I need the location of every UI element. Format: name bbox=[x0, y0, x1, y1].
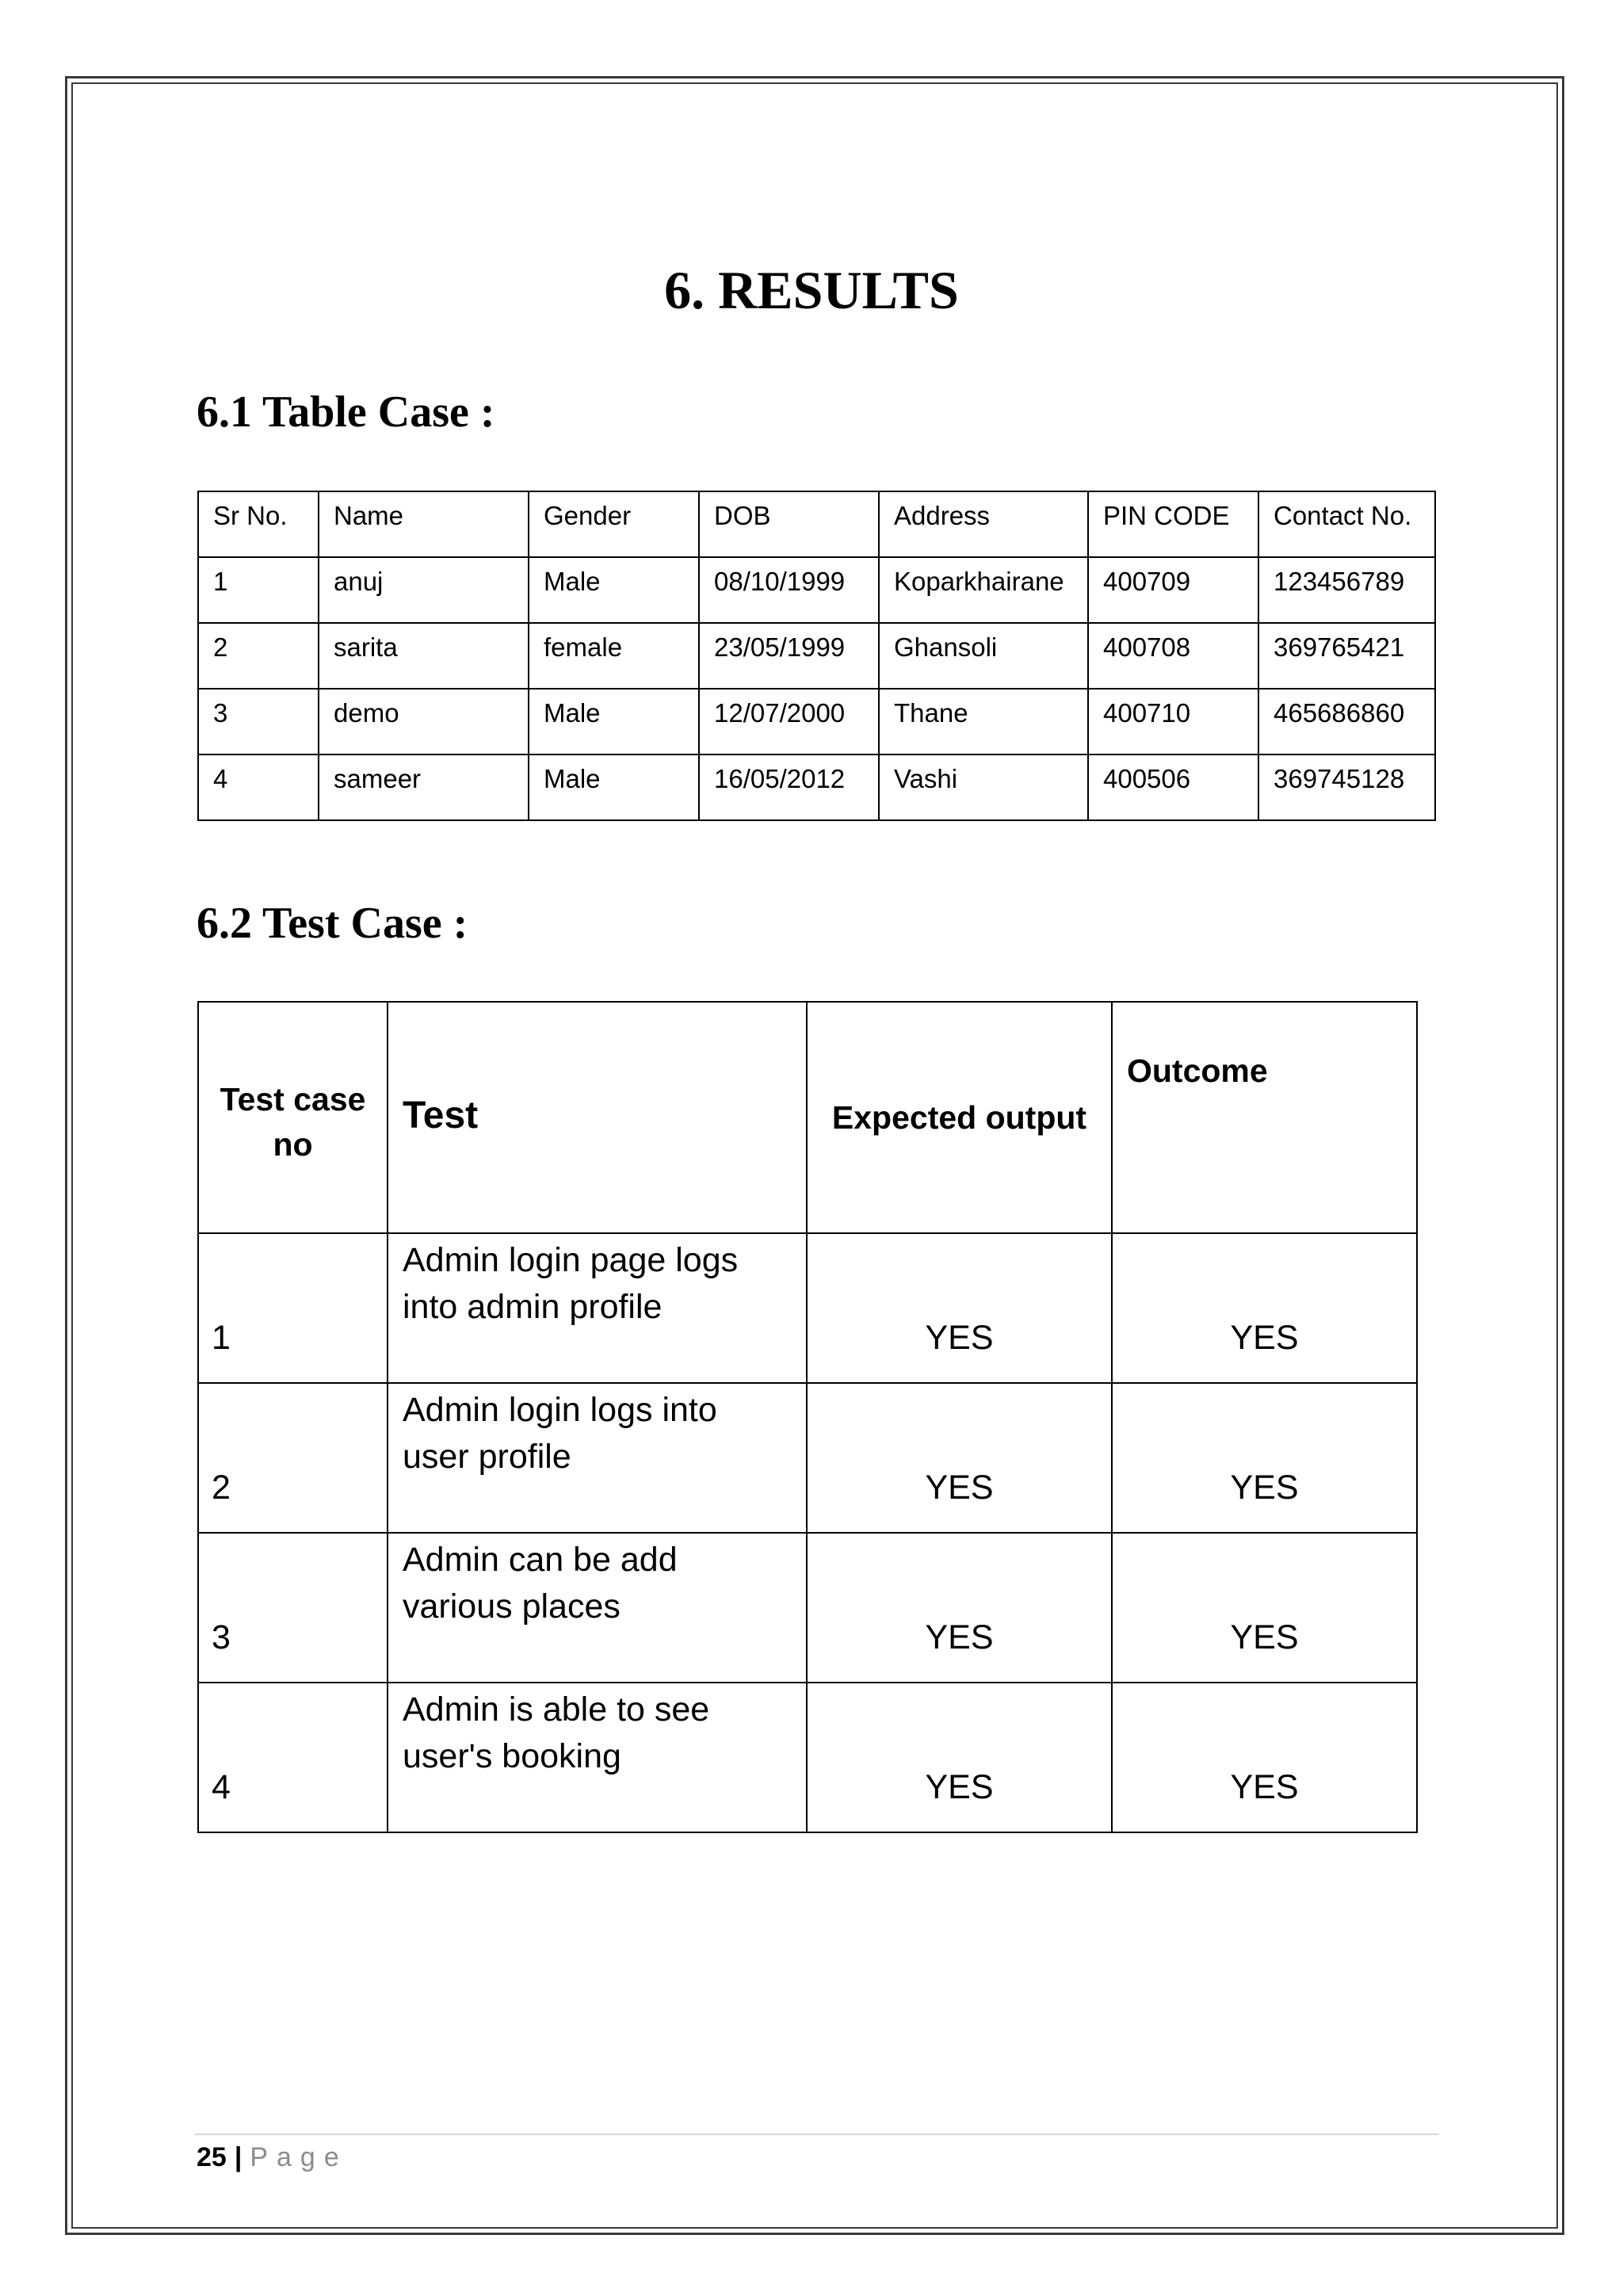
cell-sr-no: 1 bbox=[198, 557, 319, 623]
footer-divider bbox=[195, 2134, 1439, 2135]
page-label: Page bbox=[250, 2142, 348, 2172]
cell-dob: 16/05/2012 bbox=[699, 755, 879, 820]
cell-sr-no: 3 bbox=[198, 689, 319, 755]
header-cell: PIN CODE bbox=[1088, 491, 1258, 557]
cell-test-case-no: 1 bbox=[198, 1233, 388, 1383]
table-row bbox=[198, 1683, 1417, 1832]
cell-gender: Male bbox=[529, 557, 699, 623]
table-row bbox=[198, 1533, 1417, 1683]
header-outcome: Outcome bbox=[1112, 1002, 1417, 1233]
section-title-test-case: 6.2 Test Case : bbox=[197, 899, 468, 948]
cell-contact: 369745128 bbox=[1258, 755, 1435, 820]
cell-address: Thane bbox=[879, 689, 1088, 755]
cell-test: Admin login page logs into admin profile bbox=[388, 1233, 807, 1383]
table-row bbox=[198, 755, 1435, 820]
cell-gender: Male bbox=[529, 689, 699, 755]
chapter-title: 6. RESULTS bbox=[664, 260, 959, 320]
test-case-table bbox=[197, 1001, 1418, 1833]
table-row bbox=[198, 557, 1435, 623]
cell-outcome: YES bbox=[1112, 1383, 1417, 1533]
cell-gender: female bbox=[529, 623, 699, 689]
cell-expected-output: YES bbox=[807, 1683, 1112, 1832]
cell-test-case-no: 3 bbox=[198, 1533, 388, 1683]
cell-contact: 465686860 bbox=[1258, 689, 1435, 755]
cell-expected-output: YES bbox=[807, 1383, 1112, 1533]
cell-contact: 369765421 bbox=[1258, 623, 1435, 689]
table-row bbox=[198, 689, 1435, 755]
cell-address: Vashi bbox=[879, 755, 1088, 820]
page-number: 25 bbox=[197, 2142, 227, 2172]
cell-test: Admin can be add various places bbox=[388, 1533, 807, 1683]
section-title-table-case: 6.1 Table Case : bbox=[197, 388, 495, 437]
cell-pin-code: 400709 bbox=[1088, 557, 1258, 623]
cell-test: Admin login logs into user profile bbox=[388, 1383, 807, 1533]
cell-name: demo bbox=[319, 689, 529, 755]
cell-dob: 12/07/2000 bbox=[699, 689, 879, 755]
cell-expected-output: YES bbox=[807, 1233, 1112, 1383]
header-test: Test bbox=[388, 1002, 807, 1233]
cell-pin-code: 400708 bbox=[1088, 623, 1258, 689]
footer-separator: | bbox=[234, 2142, 242, 2172]
cell-sr-no: 4 bbox=[198, 755, 319, 820]
header-cell: Gender bbox=[529, 491, 699, 557]
header-expected-output: Expected output bbox=[807, 1002, 1112, 1233]
cell-name: sarita bbox=[319, 623, 529, 689]
student-data-table bbox=[197, 491, 1436, 821]
header-cell: Address bbox=[879, 491, 1088, 557]
header-test-case-no: Test case no bbox=[198, 1002, 388, 1233]
cell-name: anuj bbox=[319, 557, 529, 623]
cell-test: Admin is able to see user's booking bbox=[388, 1683, 807, 1832]
header-cell: DOB bbox=[699, 491, 879, 557]
table-row bbox=[198, 623, 1435, 689]
cell-dob: 08/10/1999 bbox=[699, 557, 879, 623]
table-row bbox=[198, 1233, 1417, 1383]
table-row bbox=[198, 1383, 1417, 1533]
cell-contact: 123456789 bbox=[1258, 557, 1435, 623]
cell-sr-no: 2 bbox=[198, 623, 319, 689]
test-table-header-row bbox=[198, 1002, 1417, 1233]
cell-test-case-no: 4 bbox=[198, 1683, 388, 1832]
cell-outcome: YES bbox=[1112, 1683, 1417, 1832]
cell-gender: Male bbox=[529, 755, 699, 820]
cell-dob: 23/05/1999 bbox=[699, 623, 879, 689]
cell-pin-code: 400710 bbox=[1088, 689, 1258, 755]
table-header-row bbox=[198, 491, 1435, 557]
cell-outcome: YES bbox=[1112, 1233, 1417, 1383]
cell-address: Ghansoli bbox=[879, 623, 1088, 689]
cell-address: Koparkhairane bbox=[879, 557, 1088, 623]
header-cell: Sr No. bbox=[198, 491, 319, 557]
cell-test-case-no: 2 bbox=[198, 1383, 388, 1533]
page-footer bbox=[197, 2140, 348, 2175]
cell-expected-output: YES bbox=[807, 1533, 1112, 1683]
header-cell: Contact No. bbox=[1258, 491, 1435, 557]
cell-pin-code: 400506 bbox=[1088, 755, 1258, 820]
cell-name: sameer bbox=[319, 755, 529, 820]
header-cell: Name bbox=[319, 491, 529, 557]
cell-outcome: YES bbox=[1112, 1533, 1417, 1683]
